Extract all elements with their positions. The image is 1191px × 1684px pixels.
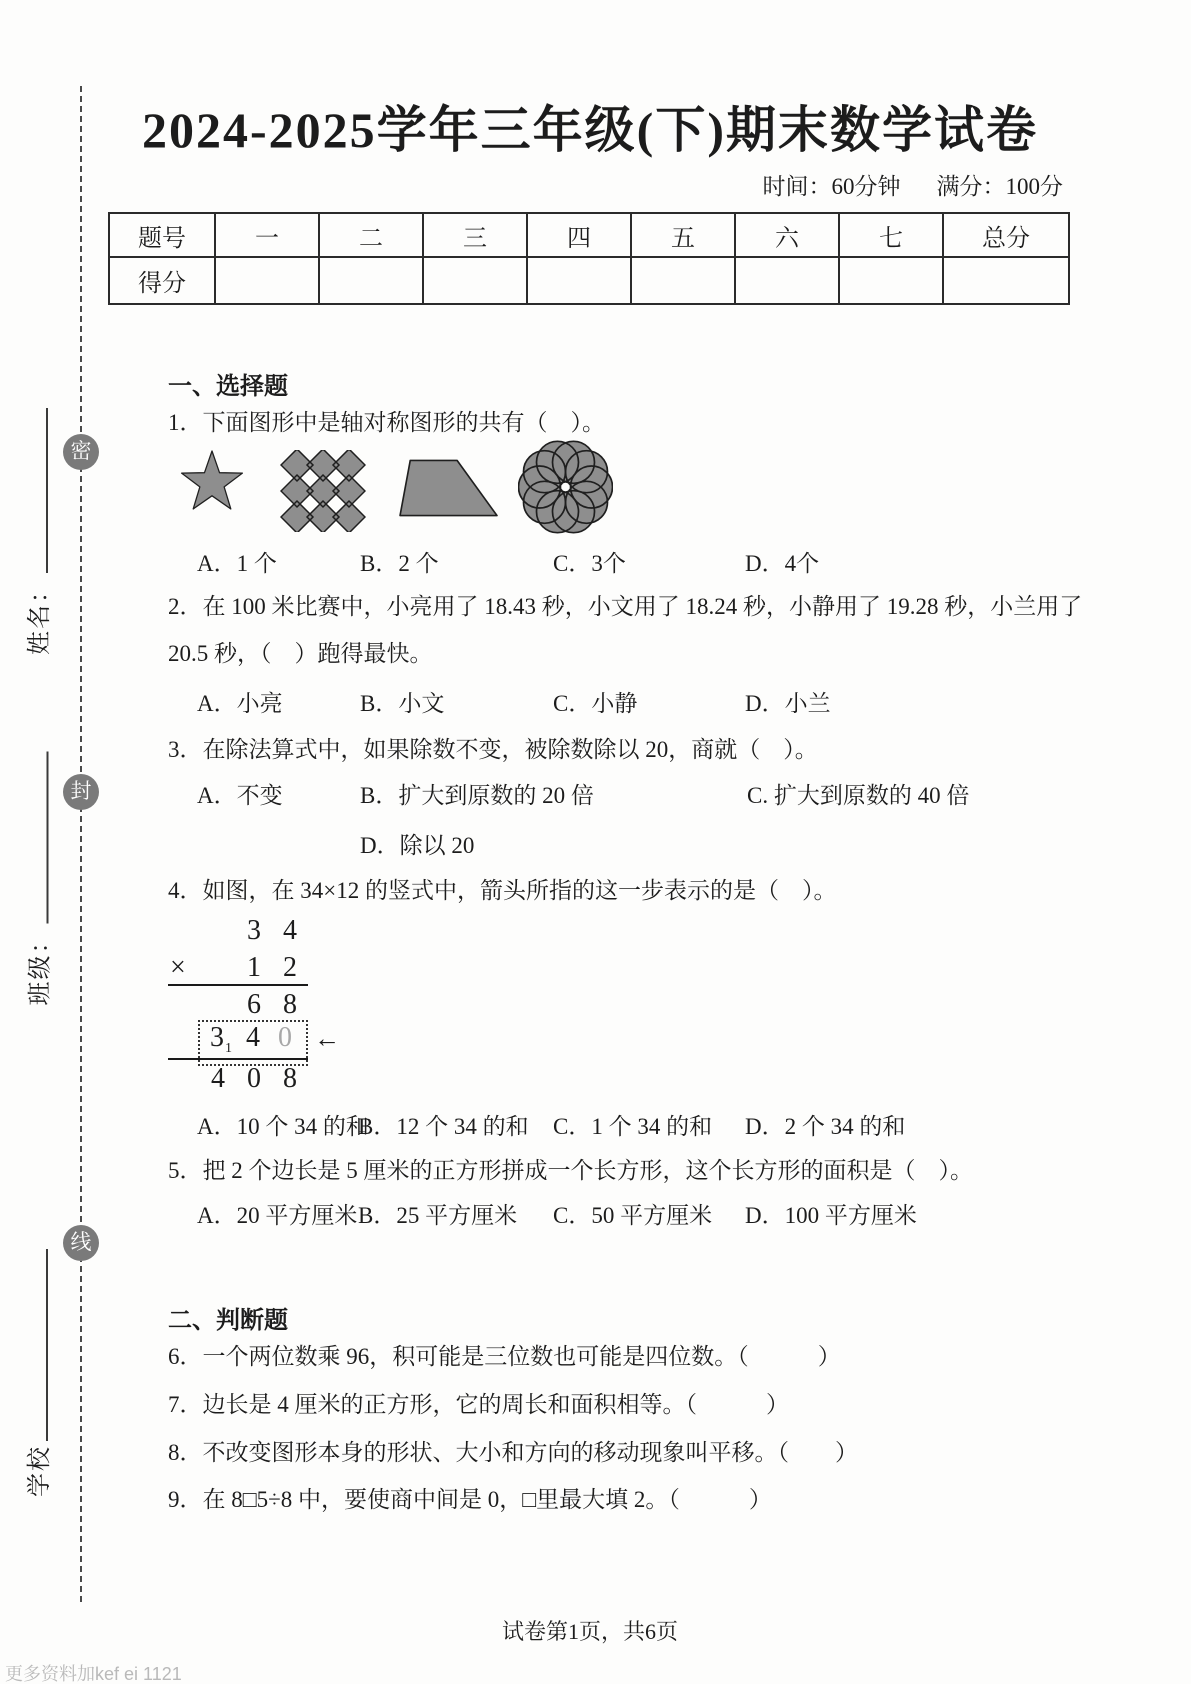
name-field [19, 405, 55, 655]
score-cell [215, 257, 319, 304]
question-3-text: 3．在除法算式中，如果除数不变，被除数除以 20，商就（ ）。 [168, 737, 818, 762]
vm-carry-mark: 1 [225, 1041, 232, 1056]
q4-option-c: C．1 个 34 的和 [553, 1114, 713, 1139]
score-col-5: 五 [631, 213, 735, 257]
vm-digit: 6 [247, 989, 261, 1020]
question-2-text-line1: 2．在 100 米比赛中，小亮用了 18.43 秒，小文用了 18.24 秒，小静用了 19.28 秒，小兰用了 [168, 594, 1083, 619]
seal-char-feng: 封 [63, 774, 99, 810]
q3-option-c: C. 扩大到原数的 40 倍 [747, 783, 970, 808]
vm-digit: 2 [283, 952, 297, 983]
q5-option-b: B．25 平方厘米 [358, 1203, 518, 1228]
score-col-4: 四 [527, 213, 631, 257]
full-score: 满分：100分 [936, 174, 1063, 199]
score-row-label: 得分 [109, 257, 215, 304]
score-table-corner: 题号 [109, 213, 215, 257]
name-blank-line [46, 408, 48, 573]
question-1-text: 1．下面图形中是轴对称图形的共有（ ）。 [168, 410, 605, 435]
vm-digit: $3_1$ [210, 1022, 232, 1056]
q2-option-d: D．小兰 [745, 691, 831, 716]
q1-option-a: A．1 个 [197, 551, 277, 576]
vm-ghost-zero: 0 [278, 1022, 292, 1053]
q5-option-d: D．100 平方厘米 [745, 1203, 917, 1228]
school-label: 学校 [27, 1445, 53, 1497]
vm-digit: 4 [283, 915, 297, 946]
class-field [20, 751, 56, 1006]
score-cell [631, 257, 735, 304]
page-number: 试卷第1页，共6页 [501, 1619, 678, 1644]
vm-digit: 4 [246, 1022, 260, 1053]
q3-option-a: A．不变 [197, 783, 283, 808]
multiply-sign: × [170, 952, 186, 983]
seal-dotted-line [80, 86, 82, 1602]
seal-char-xian: 线 [63, 1225, 99, 1261]
score-col-6: 六 [735, 213, 839, 257]
question-8-text: 8．不改变图形本身的形状、大小和方向的移动现象叫平移。（ ） [168, 1440, 858, 1465]
class-label: 班级： [27, 927, 54, 1006]
vertical-multiplication [168, 914, 338, 1119]
class-blank-line [47, 752, 49, 924]
q1-option-b: B．2 个 [360, 551, 439, 576]
vm-partial-1 [168, 988, 308, 1022]
score-col-2: 二 [319, 213, 423, 257]
vm-multiplicand [168, 914, 308, 948]
question-7-text: 7．边长是 4 厘米的正方形，它的周长和面积相等。（ ） [168, 1392, 789, 1417]
vm-multiplier [168, 951, 308, 985]
score-col-7: 七 [839, 213, 943, 257]
vm-rule-top [168, 984, 308, 986]
page-title: 2024-2025学年三年级(下)期末数学试卷 [142, 102, 1038, 158]
q4-option-d: D．2 个 34 的和 [745, 1114, 906, 1139]
name-label: 姓名： [27, 577, 53, 655]
q4-option-a: A．10 个 34 的和 [197, 1114, 369, 1139]
score-cell [319, 257, 423, 304]
school-blank-line [46, 1249, 48, 1441]
question-4-text: 4．如图，在 34×12 的竖式中，箭头所指的这一步表示的是（ ）。 [168, 878, 837, 903]
trapezoid-icon [398, 456, 500, 520]
q2-option-c: C．小静 [553, 691, 638, 716]
score-cell [839, 257, 943, 304]
vm-product [168, 1062, 308, 1096]
diamond-lattice-icon [280, 450, 366, 532]
exam-meta [763, 168, 1064, 201]
q3-option-b: B．扩大到原数的 20 倍 [360, 783, 594, 808]
q5-option-c: C．50 平方厘米 [553, 1203, 713, 1228]
vm-rule-bottom [168, 1058, 308, 1060]
q2-option-a: A．小亮 [197, 691, 283, 716]
q3-option-d: D．除以 20 [360, 833, 475, 858]
score-col-3: 三 [423, 213, 527, 257]
question-5-text: 5．把 2 个边长是 5 厘米的正方形拼成一个长方形，这个长方形的面积是（ ）。 [168, 1158, 973, 1183]
question-2-text-line2: 20.5 秒，（ ）跑得最快。 [168, 641, 433, 666]
q5-option-a: A．20 平方厘米 [197, 1203, 358, 1228]
score-col-1: 一 [215, 213, 319, 257]
seal-char-mi: 密 [63, 434, 99, 470]
q2-option-b: B．小文 [360, 691, 445, 716]
question-9-text: 9．在 8□5÷8 中，要使商中间是 0，□里最大填 2。（ ） [168, 1487, 772, 1512]
score-table [108, 212, 1070, 305]
score-cell [527, 257, 631, 304]
score-cell [423, 257, 527, 304]
school-field [19, 1247, 55, 1497]
rosette-icon [518, 440, 613, 534]
vm-digit: 8 [283, 989, 297, 1020]
q1-option-d: D．4个 [745, 551, 820, 576]
watermark-text: 更多资料加kef ei 1121 [5, 1664, 182, 1684]
time-limit: 时间：60分钟 [762, 174, 901, 199]
star-icon [172, 444, 252, 530]
score-cell [735, 257, 839, 304]
q4-option-b: B．12 个 34 的和 [358, 1114, 529, 1139]
score-col-total: 总分 [943, 213, 1069, 257]
vm-digit: 0 [247, 1063, 261, 1094]
vm-digit: 8 [283, 1063, 297, 1094]
vm-digit: 3 [247, 915, 261, 946]
section-2-heading: 二、判断题 [168, 1307, 288, 1334]
score-cell [943, 257, 1069, 304]
q1-option-c: C．3个 [553, 551, 626, 576]
section-1-heading: 一、选择题 [168, 373, 288, 400]
vm-digit: 4 [211, 1063, 225, 1094]
vm-digit: 1 [247, 952, 261, 983]
arrow-left-icon: ← [314, 1024, 340, 1053]
question-6-text: 6．一个两位数乘 96，积可能是三位数也可能是四位数。（ ） [168, 1344, 841, 1369]
